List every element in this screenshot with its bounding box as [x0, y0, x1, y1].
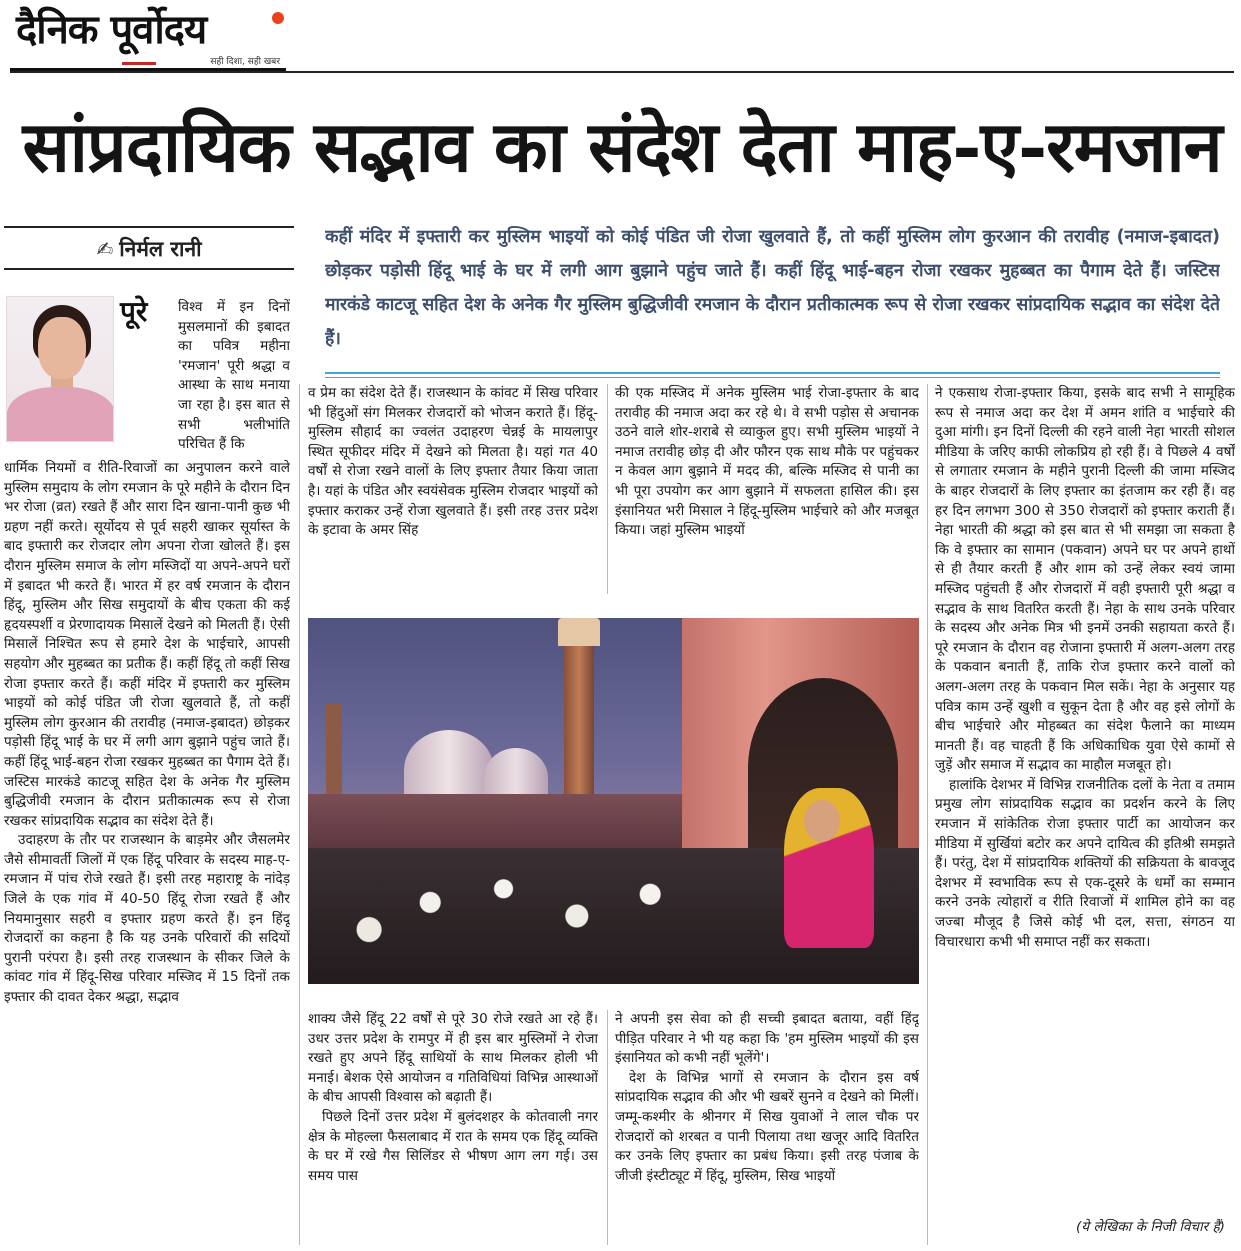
photo-minaret-top	[558, 618, 600, 646]
column-3-bottom	[615, 1010, 919, 1245]
column-divider-2-top	[607, 384, 608, 594]
newspaper-tagline: सही दिशा, सही खबर	[210, 57, 280, 67]
logo-dot	[272, 12, 284, 24]
column-1	[4, 459, 290, 1245]
author-photo	[6, 296, 114, 442]
article-standfirst: कहीं मंदिर में इफ्तारी कर मुस्लिम भाइयों को कोई पंडित जी रोजा खुलवाते हैं, तो कहीं मुस्लिम लोग कुरआन की तरावीह (नमाज-इबादत) छोड़कर पड़ोसी हिंदू भाई के घर में लगी आग बुझाने पहुंच जाते हैं। कहीं हिंदू भाई-बहन रोजा रखकर मुहब्बत का पैगाम देते हैं। जस्टिस मारकंडे काटजू सहित देश के अनेक गैर मुस्लिम बुद्धिजीवी रमजान के दौरान प्रतीकात्मक रूप से रोजा रखकर सांप्रदायिक सद्भाव का संदेश देते हैं।	[325, 227, 1220, 349]
column-2-top-paragraph: व प्रेम का संदेश देते हैं। राजस्थान के कांवट में सिख परिवार भी हिंदुओं संग मिलकर रोजदारों को भोजन कराते हैं। हिंदू-मुस्लिम सौहार्द का ज्वलंत उदाहरण चेन्नई के मायलापुर स्थित सूफीदर मंदिर में देखने को मिलता है। यहां गत 40 वर्षों से रोजा रखने वालों के लिए इफ्तार तैयार किया जाता है। यहां के पंडित और स्वयंसेवक मुस्लिम रोजदार भाइयों को इफ्तार कराकर उन्हें रोजा खुलवाते हैं। इसी तरह उत्तर प्रदेश के इटावा के अमर सिंह	[308, 385, 598, 539]
article-headline: सांप्रदायिक सद्भाव का संदेश देता माह-ए-रमजान	[22, 105, 1222, 188]
pen-icon: ✍	[96, 237, 114, 261]
column-divider-2-bottom	[607, 1010, 608, 1245]
column-4-paragraph-1: ने एकसाथ रोजा-इफ्तार किया, इसके बाद सभी ने सामूहिक रूप से नमाज अदा कर देश में अमन शांति व भाईचारे की दुआ मांगी। इन दिनों दिल्ली की रहने वाली नेहा भारती सोशल मीडिया के जरिए काफी लोकप्रिय हो रही हैं। वे पिछले 4 वर्षों से लगातार रमजान के महीने पुरानी दिल्ली की जामा मस्जिद के बाहर रोजदारों के लिए इफ्तार का इंतजाम कर रही हैं। वह हर दिन लगभग 300 से 350 रोजदारों को इफ्तार कराती हैं। नेहा भारती की श्रद्धा को इस बात से भी समझा जा सकता है कि वे इफ्तार का सामान (पकवान) अपने घर पर अपने हाथों से ही तैयार करती हैं और शाम को उन्हें लेकर स्वयं जामा मस्जिद पहुंचती हैं और रोजदारों में वही इफ्तारी पूरी श्रद्धा व सद्भाव के साथ वितरित करती हैं। नेहा के साथ उनके परिवार के सदस्य और अनेक मित्र भी इनमें उनकी सहायता करते हैं। पूरे रमजान के दौरान वह रोजाना इफ्तारी में अलग-अलग तरह के पकवान बनाती हैं, ताकि रोज इफ्तार करने वालों को अलग-अलग तरह के पकवान मिल सकें। नेहा के अनुसार यह पवित्र काम उन्हें खुशी व सुकून देता है और वह इसे लोगों के बीच भाईचारे और मोहब्बत का संदेश फैलाने का माध्यम मानती हैं। वह चाहती हैं कि अधिकाधिक युवा ऐसे कामों से जुड़ें और समाज में सद्भाव का माहौल मजबूत हो।	[935, 385, 1235, 774]
article-photo	[308, 618, 919, 984]
page-top-rule	[10, 71, 1234, 73]
column-3-bottom-paragraph-2: देश के विभिन्न भागों से रमजान के दौरान इस वर्ष सांप्रदायिक सद्भाव की और भी खबरें सुनने व देखने को मिलीं। जम्मू-कश्मीर के श्रीनगर में सिख युवाओं ने लाल चौक पर रोजदारों को शरबत व पानी पिलाया तथा खजूर आदि वितरित कर उनके लिए इफ्तार का प्रबंध किया। इसी तरह पंजाब के जीजी इंस्टीट्यूट में हिंदू, मुस्लिम, सिख भाइयों	[615, 1069, 919, 1184]
column-2-top	[308, 384, 598, 594]
byline-rule-bottom	[4, 268, 294, 270]
byline-rule-top	[4, 226, 294, 228]
column-divider-3	[927, 384, 928, 1245]
author-photo-body	[7, 387, 114, 442]
drop-cap: पूरे	[120, 295, 148, 328]
byline	[4, 232, 294, 266]
column-4-paragraph-2: हालांकि देशभर में विभिन्न राजनीतिक दलों के नेता व तमाम प्रमुख लोग सांप्रदायिक सद्भाव का प्रदर्शन करने के लिए रमजान में सांकेतिक रोजा इफ्तार पार्टी का आयोजन कर मीडिया में सुर्खियां बटोर कर अपने दायित्व की इतिश्री समझते हैं। परंतु, देश में सांप्रदायिक शक्तियों की सक्रियता के बावजूद देशभर में स्वभाविक रूप से एक-दूसरे के धर्मों का सम्मान करने उनके त्योहारों व रीति रिवाजों में शामिल होने का वह जज्बा मौजूद है जिसे कोई भी दल, सत्ता, संगठन या विचारधारा कभी भी समाप्त नहीं कर सकता।	[935, 776, 1235, 950]
column-3-top-paragraph: की एक मस्जिद में अनेक मुस्लिम भाई रोजा-इफ्तार के बाद तरावीह की नमाज अदा कर रहे थे। वे सभी पड़ोस से अचानक उठने वाले शोर-शराबे से व्याकुल हुए। सभी मुस्लिम भाइयों ने नमाज तरावीह छोड़ दी और फौरन एक साथ मौके पर पहुंचकर न केवल आग बुझाने में मदद की, बल्कि मस्जिद से पानी का भी पूरा उपयोग कर आग बुझाने में सफलता हासिल की। इस इंसानियत भरी मिसाल ने हिंदू-मुस्लिम भाईचारे को और मजबूत किया। जहां मुस्लिम भाइयों	[615, 385, 919, 539]
column-divider-1	[299, 384, 300, 1245]
column-2-bottom	[308, 1010, 598, 1245]
column-2-bottom-paragraph-1: शाक्य जैसे हिंदू 22 वर्षों से पूरे 30 रोजे रखते आ रहे हैं। उधर उत्तर प्रदेश के रामपुर में ही इस बार मुस्लिमों ने रोजा रखते हुए अपने हिंदू साथियों के साथ मिलकर होली भी मनाई। बेशक ऐसे आयोजन व गतिविधियां विभिन्न आस्थाओं के बीच आपसी विश्वास को बढ़ाती हैं।	[308, 1011, 598, 1106]
author-disclaimer: (ये लेखिका के निजी विचार हैं)	[1075, 1219, 1225, 1235]
standfirst-rule-thin	[325, 377, 1220, 378]
logo-red-bar	[122, 62, 156, 65]
column-3-top	[615, 384, 919, 594]
masthead	[10, 4, 286, 72]
photo-woman-head	[804, 800, 840, 842]
intro-wrap-paragraph: विश्व में इन दिनों मुसलमानों की इबादत का पवित्र महीना 'रमजान' पूरी श्रद्धा व आस्था के साथ मनाया जा रहा है। इस बात से सभी भलीभांति परिचित हैं कि	[178, 299, 290, 453]
newspaper-logo: दैनिक पूर्वोदय	[16, 6, 207, 53]
column-1-paragraph-1: धार्मिक नियमों व रीति-रिवाजों का अनुपालन करने वाले मुस्लिम समुदाय के लोग रमजान के पूरे महीने के दौरान दिन भर रोजा (व्रत) रखते हैं और सारा दिन खाना-पानी कुछ भी ग्रहण नहीं करते। सूर्योदय से पूर्व सहरी खाकर सूर्यास्त के बाद इफ्तारी कर रोजदार लोग अपना रोजा खोलते हैं। इस दौरान मुस्लिम समाज के लोग मस्जिदों या अपने-अपने घरों में इबादत भी करते हैं। भारत में हर वर्ष रमजान के दौरान हिंदू, मुस्लिम और सिख समुदायों के बीच एकता की कई हृदयस्पर्शी व प्रेरणादायक मिसालें देखने को मिलती हैं। ऐसी मिसालें निश्चित रूप से हमारे देश के भाईचारे, आपसी सहयोग और मुहब्बत का प्रतीक हैं। कहीं हिंदू तो कहीं सिख रोजा इफ्तार करते हैं। कहीं मंदिर में इफ्तारी कर मुस्लिम भाइयों को कोई पंडित जी रोजा खुलवाते हैं, तो कहीं मुस्लिम लोग कुरआन की तरावीह (नमाज-इबादत) छोड़कर पड़ोसी हिंदू भाई के घर में लगी आग बुझाने पहुंच जाते हैं। कहीं हिंदू भाई-बहन रोजा रखकर मुहब्बत का पैगाम देते हैं। जस्टिस मारकंडे काटजू सहित देश के अनेक गैर मुस्लिम बुद्धिजीवी रमजान के दौरान प्रतीकात्मक रूप से रोजा रखकर सांप्रदायिक सद्भाव का संदेश देते हैं।	[4, 460, 290, 829]
column-4	[935, 384, 1235, 1214]
column-2-bottom-paragraph-2: पिछले दिनों उत्तर प्रदेश में बुलंदशहर के कोतवाली नगर क्षेत्र के मोहल्ला फैसलाबाद में रात के समय एक हिंदू व्यक्ति के घर में रखे गैस सिलिंडर से भीषण आग लग गई। उस समय पास	[308, 1108, 598, 1184]
author-name: निर्मल रानी	[119, 237, 202, 261]
photo-mosque-wall	[308, 794, 728, 854]
standfirst-rule	[325, 372, 1220, 374]
intro-wrap-text	[178, 298, 290, 460]
author-photo-face	[38, 317, 86, 379]
column-3-bottom-paragraph-1: ने अपनी इस सेवा को ही सच्ची इबादत बताया, वहीं हिंदू पीड़ित परिवार ने भी यह कहा कि 'हम मुस्लिम भाइयों की इस इंसानियत को कभी नहीं भूलेंगे'।	[615, 1011, 919, 1067]
column-1-paragraph-2: उदाहरण के तौर पर राजस्थान के बाड़मेर और जैसलमेर जैसे सीमावर्ती जिलों में एक हिंदू परिवार के सदस्य माह-ए-रमजान में पांच रोजे रखते हैं। इसी तरह महाराष्ट्र के नांदेड़ जिले के एक गांव में 40-50 हिंदू रोजा रखते हैं और नियमानुसार सहरी व इफ्तार ग्रहण करते हैं। इन हिंदू रोजदारों का कहना है कि यह उनके परिवारों की सदियों पुरानी परंपरा है। इसी तरह राजस्थान के सीकर जिले के कांवट गांव में हिंदू-सिख परिवार मस्जिद में 15 दिनों तक इफ्तार की दावत देकर श्रद्धा, सद्भाव	[4, 832, 290, 1006]
